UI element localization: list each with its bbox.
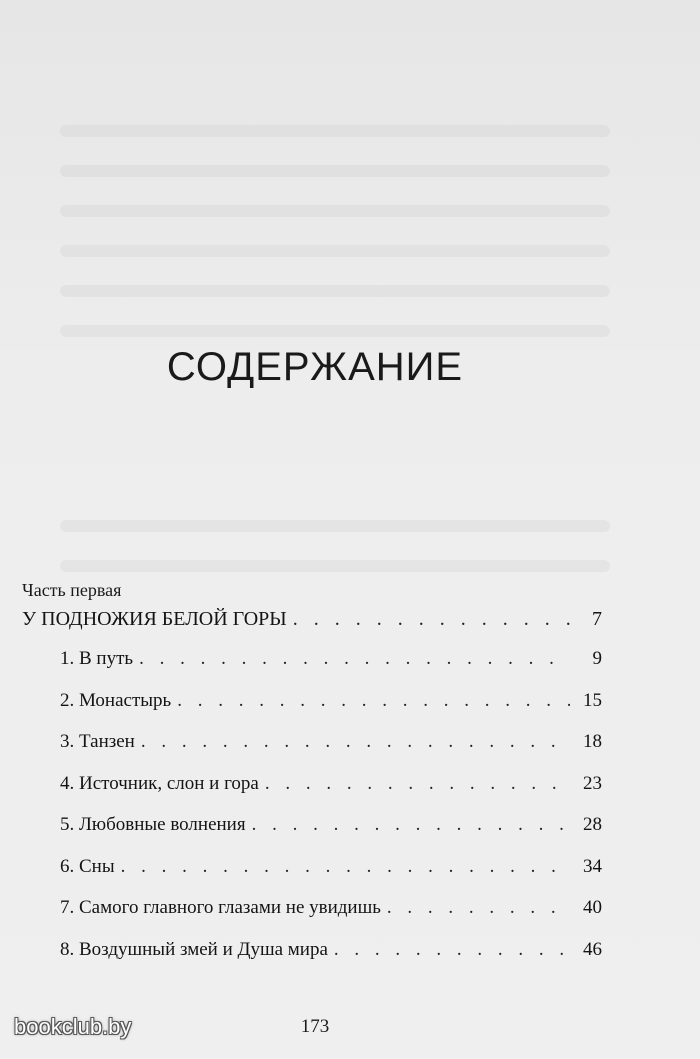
toc-entry-page: 34 (583, 855, 602, 877)
toc-entry-page: 9 (592, 648, 602, 669)
leader-dots (121, 856, 570, 878)
toc-entry-chapter[interactable] (22, 856, 602, 898)
leader-dots (265, 773, 570, 795)
toc-entry-part[interactable] (22, 608, 602, 648)
part-label: Часть первая (22, 580, 122, 600)
toc-entry-title: 4. Источник, слон и гора (60, 772, 259, 794)
page-title: СОДЕРЖАНИЕ (166, 345, 464, 389)
show-through-line (60, 165, 610, 177)
leader-dots (334, 939, 570, 961)
watermark: bookclub.by (14, 1014, 132, 1039)
toc-entry-title: 8. Воздушный змей и Душа мира (60, 938, 328, 960)
toc-entry-title: 1. В путь (60, 648, 134, 669)
toc-entry-page: 23 (583, 772, 602, 794)
toc-entry-page: 40 (583, 897, 602, 918)
leader-dots (141, 731, 570, 753)
toc-entry-page: 7 (592, 608, 602, 630)
show-through-line (60, 325, 610, 337)
toc-entry-chapter[interactable] (22, 773, 602, 815)
toc-entry-chapter[interactable] (22, 731, 602, 773)
toc-entry-title: 2. Монастырь (60, 689, 172, 711)
toc-entry-page: 18 (583, 731, 602, 752)
show-through-line (60, 245, 610, 257)
leader-dots (139, 648, 570, 670)
toc-entry-chapter[interactable] (22, 897, 602, 939)
show-through-line (60, 205, 610, 217)
toc-entry-title: 5. Любовные волнения (60, 814, 246, 835)
leader-dots (177, 690, 570, 712)
page-number: 173 (300, 1016, 330, 1037)
toc-entry-chapter[interactable] (22, 814, 602, 856)
toc-entry-title: У ПОДНОЖИЯ БЕЛОЙ ГОРЫ (22, 608, 287, 630)
toc-entry-title: 3. Танзен (60, 731, 135, 752)
leader-dots (387, 897, 570, 919)
toc-entry-chapter[interactable] (22, 939, 602, 981)
leader-dots (293, 608, 570, 631)
leader-dots (252, 814, 570, 836)
toc-entry-chapter[interactable] (22, 690, 602, 732)
toc-entry-title: 6. Сны (60, 855, 115, 877)
show-through-line (60, 285, 610, 297)
toc-entry-chapter[interactable] (22, 648, 602, 690)
toc-entry-page: 46 (583, 938, 602, 960)
table-of-contents (22, 608, 602, 980)
show-through-line (60, 125, 610, 137)
show-through-line (60, 520, 610, 532)
toc-entry-page: 28 (583, 814, 602, 835)
toc-entry-page: 15 (583, 689, 602, 711)
toc-entry-title: 7. Самого главного глазами не увидишь (60, 897, 381, 918)
show-through-line (60, 560, 610, 572)
